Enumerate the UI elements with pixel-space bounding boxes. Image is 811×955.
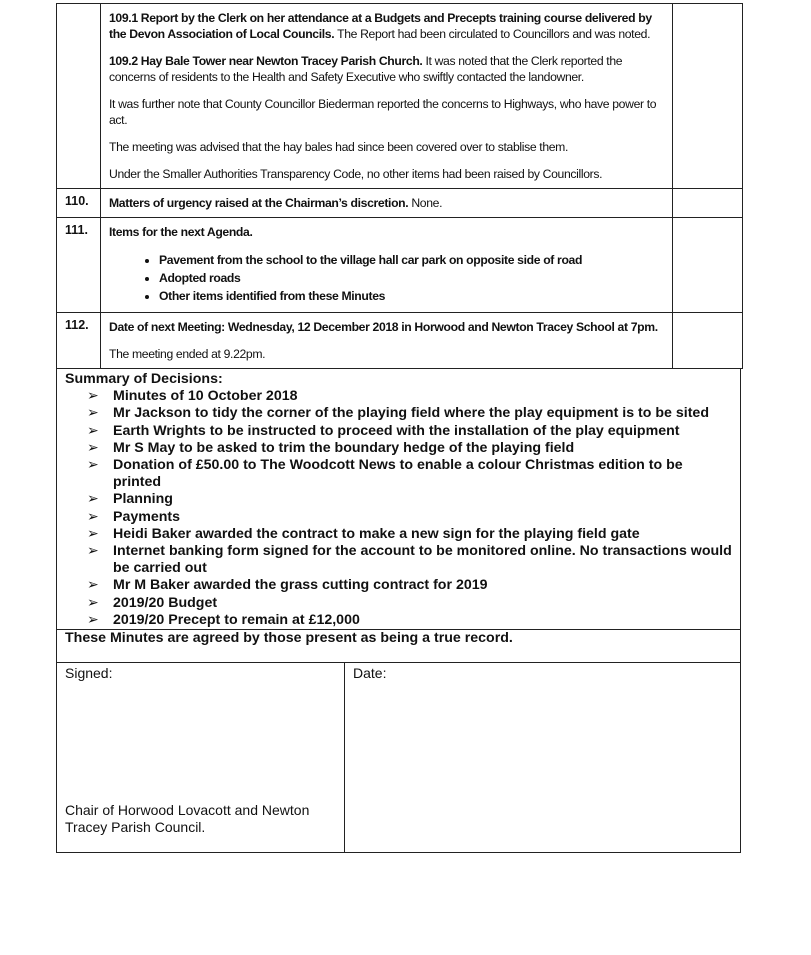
decision-item (87, 405, 732, 422)
decision-text: Payments (113, 508, 181, 525)
item-text: It was further note that County Councillor Biederman reported the concerns to Highways, who have power to act. (109, 97, 657, 127)
arrow-bullet-icon: ➢ (87, 422, 99, 439)
decision-text: 2019/20 Precept to remain at £12,000 (113, 611, 360, 628)
item-text: The Report had been circulated to Councillors and was noted. (334, 27, 651, 41)
decision-item (87, 526, 732, 543)
minutes-row (57, 189, 743, 218)
decision-text: Planning (113, 491, 173, 508)
action-column (673, 4, 743, 189)
item-body (101, 189, 673, 218)
item-text: The meeting ended at 9.22pm. (109, 347, 266, 361)
signed-box (57, 663, 345, 852)
agenda-items-list (109, 252, 664, 304)
item-paragraph (109, 166, 664, 182)
decisions-list (65, 388, 732, 629)
decision-text: Mr Jackson to tidy the corner of the playing field where the play equipment is to be sited (113, 405, 709, 422)
item-body (101, 4, 673, 189)
item-heading: 109.1 Report by the Clerk on her attendance at a Budgets and Precepts training course delivered by the Devon Association of Local Councils. (109, 11, 652, 41)
decision-item (87, 491, 732, 508)
decision-text: Minutes of 10 October 2018 (113, 388, 298, 405)
arrow-bullet-icon: ➢ (87, 388, 99, 405)
action-column (673, 218, 743, 313)
item-number: 110. (57, 189, 101, 218)
item-text: Under the Smaller Authorities Transparency Code, no other items had been raised by Councillors. (109, 167, 603, 181)
item-paragraph (109, 224, 664, 240)
arrow-bullet-icon: ➢ (87, 543, 99, 560)
item-paragraph (109, 53, 664, 85)
item-paragraph (109, 139, 664, 155)
item-number: 111. (57, 218, 101, 313)
decision-text: Earth Wrights to be instructed to proceed with the installation of the play equipment (113, 422, 680, 439)
chair-line: Chair of Horwood Lovacott and Newton Tracey Parish Council. (65, 802, 310, 836)
decision-item (87, 388, 732, 405)
item-body (101, 218, 673, 313)
minutes-table (56, 3, 743, 369)
item-text: The meeting was advised that the hay bales had since been covered over to stablise them. (109, 140, 569, 154)
agenda-item: • Other items identified from these Minutes (159, 288, 664, 304)
minutes-page (56, 3, 741, 853)
item-number: 112. (57, 313, 101, 369)
arrow-bullet-icon: ➢ (87, 491, 99, 508)
item-body (101, 313, 673, 369)
summary-title: Summary of Decisions: (65, 371, 223, 387)
decision-item (87, 595, 732, 612)
minutes-row (57, 218, 743, 313)
decision-text: Heidi Baker awarded the contract to make a new sign for the playing field gate (113, 525, 640, 542)
item-paragraph (109, 10, 664, 42)
signature-section (56, 663, 741, 853)
item-heading: Items for the next Agenda. (109, 225, 253, 239)
minutes-row (57, 313, 743, 369)
date-label: Date: (353, 665, 387, 682)
decision-item (87, 457, 732, 491)
arrow-bullet-icon: ➢ (87, 405, 99, 422)
item-text: It was noted that the Clerk reported the concerns of residents to the Health and Safety Executive who swiftly contacted the landowner. (109, 54, 623, 84)
item-paragraph (109, 346, 664, 362)
agenda-item: • Adopted roads (159, 270, 664, 286)
date-box (345, 663, 740, 852)
action-column (673, 189, 743, 218)
decision-item (87, 543, 732, 577)
signed-label: Signed: (65, 665, 113, 682)
decision-text: Mr M Baker awarded the grass cutting contract for 2019 (113, 577, 488, 594)
decision-item (87, 440, 732, 457)
agenda-item: • Pavement from the school to the village hall car park on opposite side of road (159, 252, 664, 268)
decision-item (87, 612, 732, 629)
agreed-statement: These Minutes are agreed by those present as being a true record. (56, 630, 741, 663)
item-paragraph (109, 96, 664, 128)
item-text: None. (408, 196, 443, 210)
decision-text: Internet banking form signed for the account to be monitored online. No transactions would be carried out (113, 543, 732, 577)
arrow-bullet-icon: ➢ (87, 611, 99, 628)
item-paragraph (109, 319, 664, 335)
item-paragraph (109, 195, 664, 211)
decision-text: Mr S May to be asked to trim the boundary hedge of the playing field (113, 439, 575, 456)
arrow-bullet-icon: ➢ (87, 577, 99, 594)
arrow-bullet-icon: ➢ (87, 594, 99, 611)
decision-item (87, 423, 732, 440)
decision-text: Donation of £50.00 to The Woodcott News to enable a colour Christmas edition to be printed (113, 457, 683, 491)
arrow-bullet-icon: ➢ (87, 457, 99, 474)
item-heading: 109.2 Hay Bale Tower near Newton Tracey Parish Church. (109, 54, 423, 68)
item-number (57, 4, 101, 189)
decision-text: 2019/20 Budget (113, 594, 218, 611)
arrow-bullet-icon: ➢ (87, 525, 99, 542)
arrow-bullet-icon: ➢ (87, 439, 99, 456)
decision-item (87, 577, 732, 594)
arrow-bullet-icon: ➢ (87, 508, 99, 525)
decision-item (87, 509, 732, 526)
item-heading: Matters of urgency raised at the Chairman’s discretion. (109, 196, 409, 210)
action-column (673, 313, 743, 369)
summary-of-decisions (56, 369, 741, 630)
minutes-row (57, 4, 743, 189)
item-heading: Date of next Meeting: Wednesday, 12 December 2018 in Horwood and Newton Tracey School at 7pm. (109, 320, 658, 334)
